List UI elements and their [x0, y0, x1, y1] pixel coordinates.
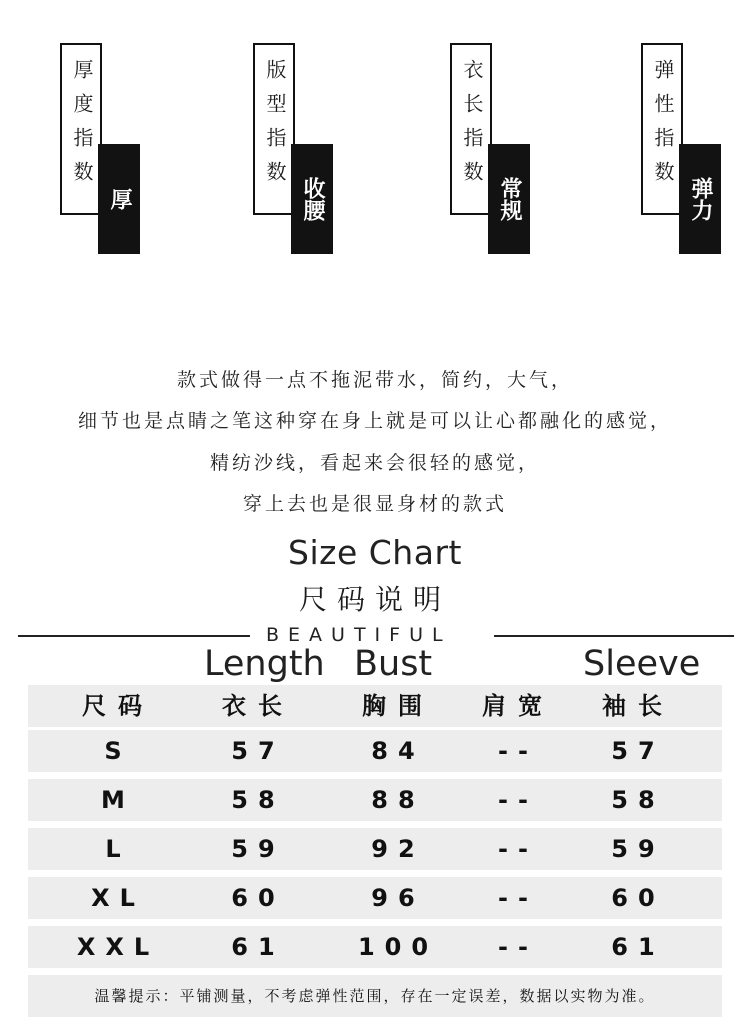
cell-sleeve: 58 [611, 786, 665, 814]
cell-bust: 88 [371, 786, 425, 814]
cell-bust: 96 [371, 884, 425, 912]
column-header-sleeve: 袖长 [602, 692, 674, 720]
header-en-bust: Bust [354, 644, 433, 684]
index-card-thickness [60, 43, 140, 255]
cell-size: M [101, 786, 135, 814]
index-value-badge: 常规 [488, 144, 530, 254]
cell-length: 61 [231, 933, 285, 961]
table-row [28, 828, 722, 870]
cell-shoulder: -- [498, 786, 538, 814]
divider-right [494, 635, 734, 637]
header-en-length: Length [204, 644, 325, 684]
description-line: 精纺沙线，看起来会很轻的感觉， [209, 452, 540, 474]
cell-sleeve: 61 [611, 933, 665, 961]
cell-shoulder: -- [498, 933, 538, 961]
cell-length: 60 [231, 884, 285, 912]
size-chart-title: Size Chart [288, 533, 462, 572]
description-line: 细节也是点睛之笔这种穿在身上就是可以让心都融化的感觉， [77, 410, 672, 432]
cell-bust: 92 [371, 835, 425, 863]
index-card-length [450, 43, 530, 255]
cell-sleeve: 60 [611, 884, 665, 912]
size-chart-title-cn: 尺码说明 [298, 583, 451, 616]
cell-sleeve: 57 [611, 737, 665, 765]
cell-length: 57 [231, 737, 285, 765]
cell-bust: 100 [357, 933, 439, 961]
header-en-sleeve: Sleeve [583, 644, 701, 684]
cell-size: XL [91, 884, 145, 912]
beautiful-decor-text: BEAUTIFUL [266, 624, 452, 646]
index-card-elasticity [641, 43, 721, 255]
cell-shoulder: -- [498, 835, 538, 863]
index-label-box [450, 43, 492, 215]
column-header-length: 衣长 [222, 692, 294, 720]
index-label-box [641, 43, 683, 215]
index-label: 厚度指数 [70, 59, 94, 195]
cell-sleeve: 59 [611, 835, 665, 863]
index-label: 衣长指数 [460, 59, 484, 195]
description-line: 穿上去也是很显身材的款式 [242, 493, 507, 515]
cell-length: 59 [231, 835, 285, 863]
cell-shoulder: -- [498, 884, 538, 912]
cell-shoulder: -- [498, 737, 538, 765]
index-label: 版型指数 [263, 59, 287, 195]
index-value-badge: 厚 [98, 144, 140, 254]
index-value-badge: 收腰 [291, 144, 333, 254]
column-header-bust: 胸围 [362, 692, 434, 720]
cell-size: L [105, 835, 131, 863]
cell-bust: 84 [371, 737, 425, 765]
column-header-shoulder: 肩宽 [482, 692, 554, 720]
index-label-box [60, 43, 102, 215]
index-label: 弹性指数 [651, 59, 675, 195]
table-row [28, 877, 722, 919]
description-line: 款式做得一点不拖泥带水，简约，大气， [176, 369, 573, 391]
index-value-badge: 弹力 [679, 144, 721, 254]
table-row [28, 730, 722, 772]
index-label-box [253, 43, 295, 215]
cell-size: S [104, 737, 132, 765]
table-header-row [28, 685, 722, 727]
measurement-note: 温馨提示：平铺测量，不考虑弹性范围，存在一定误差，数据以实物为准。 [28, 975, 722, 1017]
cell-length: 58 [231, 786, 285, 814]
table-row [28, 926, 722, 968]
column-header-size: 尺码 [82, 692, 154, 720]
divider-left [18, 635, 250, 637]
cell-size: XXL [76, 933, 160, 961]
table-row [28, 779, 722, 821]
index-card-fit [253, 43, 333, 255]
